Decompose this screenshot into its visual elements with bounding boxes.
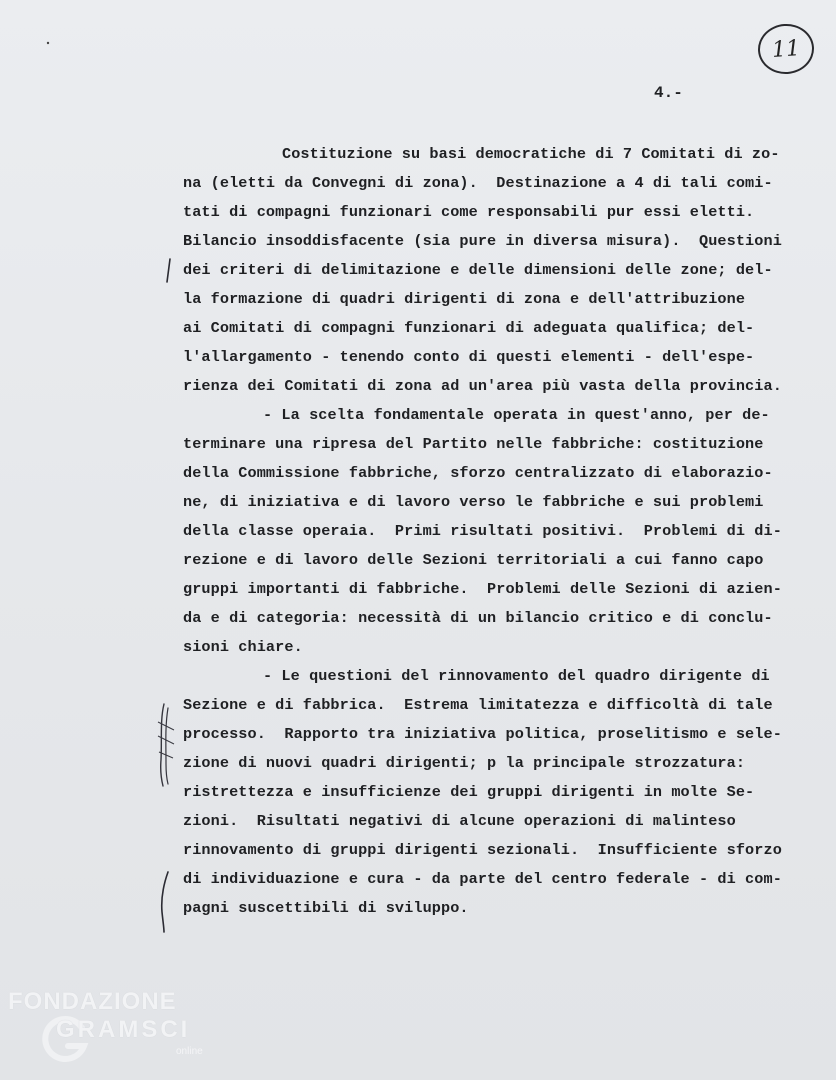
text-line: ristrettezza e insufficienze dei gruppi dirigenti in molte Se- [183,783,755,801]
text-line: zione di nuovi quadri dirigenti; p la principale strozzatura: [183,754,746,772]
text-line: pagni suscettibili di sviluppo. [183,899,469,917]
archive-page-number-text: 11 [771,35,801,63]
text-line: ai Comitati di compagni funzionari di adeguata qualifica; del- [183,319,755,337]
text-line: - Le questioni del rinnovamento del quadro dirigente di [263,667,770,685]
pencil-margin-bracket-icon [154,868,178,936]
watermark-online: online [176,1046,203,1057]
typed-body-text [183,140,833,923]
text-line: rinnovamento di gruppi dirigenti sezionali. Insufficiente sforzo [183,841,782,859]
watermark-line2: GRAMSCI [56,1016,191,1043]
text-line: l'allargamento - tenendo conto di questi elementi - dell'espe- [183,348,755,366]
text-line: la formazione di quadri dirigenti di zona e dell'attribuzione [183,290,746,308]
text-line: processo. Rapporto tra iniziativa politica, proselitismo e sele- [183,725,782,743]
text-line: Costituzione su basi democratiche di 7 Comitati di zo- [282,145,780,163]
pencil-margin-mark-icon [158,256,178,286]
text-line: rienza dei Comitati di zona ad un'area più vasta della provincia. [183,377,782,395]
text-line: dei criteri di delimitazione e delle dimensioni delle zone; del- [183,261,773,279]
text-line: sioni chiare. [183,638,303,656]
text-line: - La scelta fondamentale operata in quest'anno, per de- [263,406,770,424]
text-line: rezione e di lavoro delle Sezioni territoriali a cui fanno capo [183,551,764,569]
text-line: da e di categoria: necessità di un bilancio critico e di conclu- [183,609,773,627]
pencil-margin-bracket-icon [150,700,182,790]
text-line: zioni. Risultati negativi di alcune operazioni di malinteso [183,812,736,830]
archive-page-number [756,22,815,76]
text-line: terminare una ripresa del Partito nelle fabbriche: costituzione [183,435,764,453]
text-line: na (eletti da Convegni di zona). Destinazione a 4 di tali comi- [183,174,773,192]
stray-dot-icon [36,36,56,48]
text-line: della Commissione fabbriche, sforzo centralizzato di elaborazio- [183,464,773,482]
text-line: Sezione e di fabbrica. Estrema limitatezza e difficoltà di tale [183,696,773,714]
watermark-line1: FONDAZIONE [8,988,177,1015]
text-line: ne, di iniziativa e di lavoro verso le fabbriche e sui problemi [183,493,764,511]
text-line: tati di compagni funzionari come responsabili pur essi eletti. [183,203,755,221]
text-line: della classe operaia. Primi risultati positivi. Problemi di di- [183,522,782,540]
text-line: di individuazione e cura - da parte del centro federale - di com- [183,870,782,888]
fondazione-gramsci-watermark [8,986,218,1076]
text-line: gruppi importanti di fabbriche. Problemi delle Sezioni di azien- [183,580,782,598]
text-line: Bilancio insoddisfacente (sia pure in diversa misura). Questioni [183,232,782,250]
typed-page-number: 4.- [654,84,683,102]
